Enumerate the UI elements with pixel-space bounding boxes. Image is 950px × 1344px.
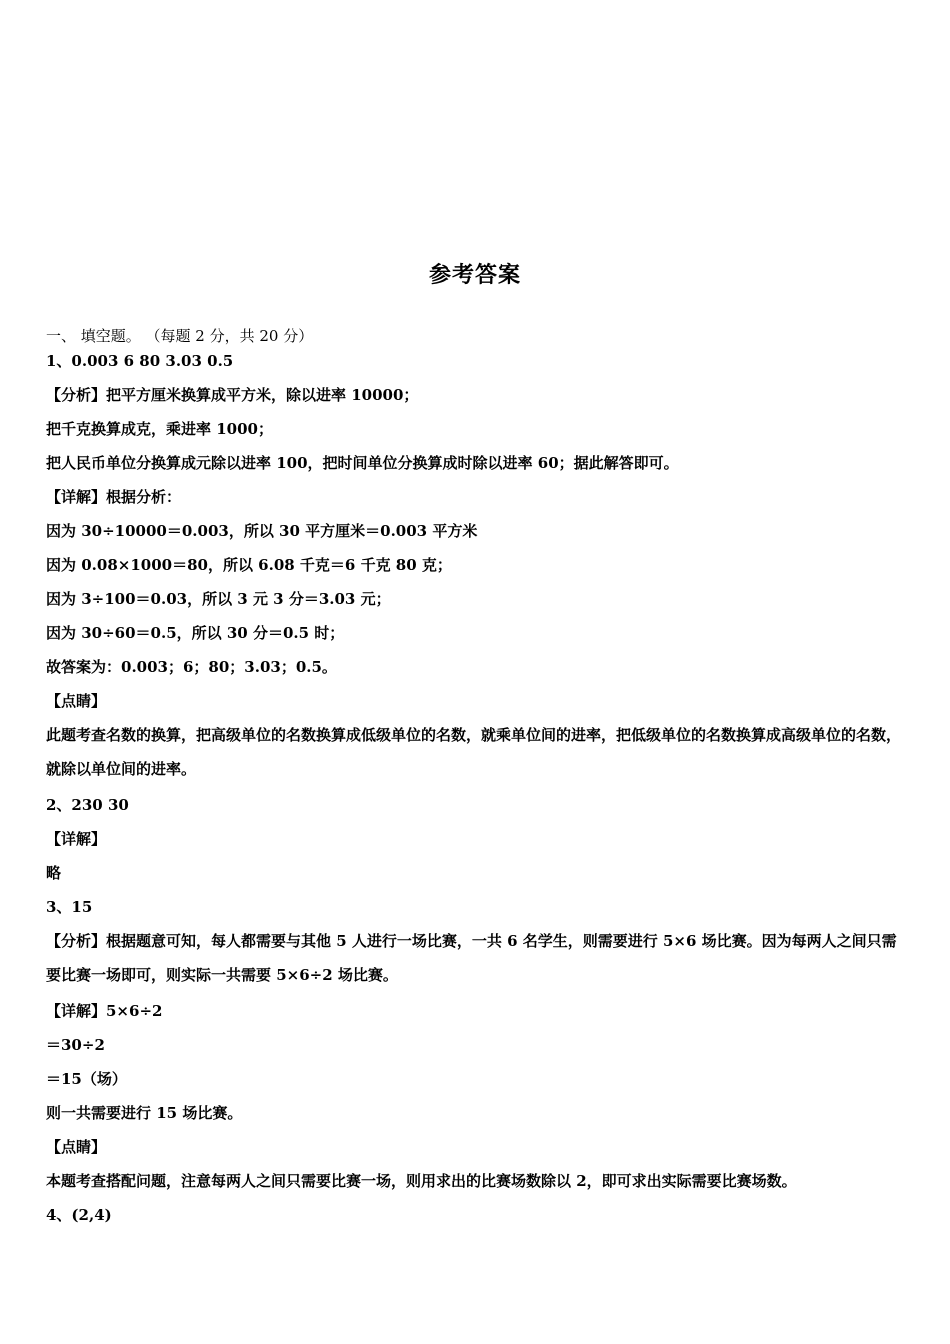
- detail-line: 略: [46, 864, 62, 882]
- detail-line: 因为 0.08×1000＝80，所以 6.08 千克＝6 千克 80 克；: [46, 556, 452, 574]
- detail-heading: 【详解】根据分析：: [46, 488, 182, 506]
- comment-heading: 【点睛】: [46, 692, 107, 710]
- detail-line: ＝30÷2: [46, 1036, 105, 1054]
- page-title: 参考答案: [428, 263, 521, 288]
- comment-heading: 【点睛】: [46, 1138, 107, 1156]
- conclusion-line: 则一共需要进行 15 场比赛。: [46, 1104, 243, 1122]
- analysis-line: 【分析】把平方厘米换算成平方米，除以进率 10000；: [46, 386, 419, 404]
- detail-heading: 【详解】: [46, 830, 107, 848]
- detail-line: ＝15（场）: [46, 1070, 127, 1088]
- analysis-line: 把人民币单位分换算成元除以进率 100，把时间单位分换算成时除以进率 60；据此解答即可。: [46, 454, 679, 472]
- detail-line: 因为 30÷10000＝0.003，所以 30 平方厘米＝0.003 平方米: [46, 522, 478, 540]
- detail-line: 【详解】5×6÷2: [46, 1002, 163, 1020]
- conclusion-line: 故答案为：0.003；6；80；3.03；0.5。: [46, 658, 337, 676]
- detail-line: 因为 3÷100＝0.03，所以 3 元 3 分＝3.03 元；: [46, 590, 391, 608]
- answer-1: 1、0.003 6 80 3.03 0.5: [46, 352, 234, 370]
- analysis-line: 把千克换算成克，乘进率 1000；: [46, 420, 273, 438]
- answer-2: 2、230 30: [46, 796, 129, 814]
- answer-3: 3、15: [46, 898, 93, 916]
- section-heading: 一、 填空题。 （每题 2 分，共 20 分）: [46, 327, 314, 345]
- detail-line: 因为 30÷60＝0.5，所以 30 分＝0.5 时；: [46, 624, 345, 642]
- analysis-paragraph: 【分析】根据题意可知，每人都需要与其他 5 人进行一场比赛，一共 6 名学生，则需要进行 5×6 场比赛。因为每两人之间只需要比赛一场即可，则实际一共需要 5×6÷2 场比赛。: [46, 932, 897, 984]
- answer-4: 4、(2,4): [46, 1206, 112, 1224]
- comment-paragraph: 此题考查名数的换算，把高级单位的名数换算成低级单位的名数，就乘单位间的进率，把低级单位的名数换算成高级单位的名数，就除以单位间的进率。: [46, 726, 902, 778]
- comment-line: 本题考查搭配问题，注意每两人之间只需要比赛一场，则用求出的比赛场数除以 2，即可求出实际需要比赛场数。: [46, 1172, 797, 1190]
